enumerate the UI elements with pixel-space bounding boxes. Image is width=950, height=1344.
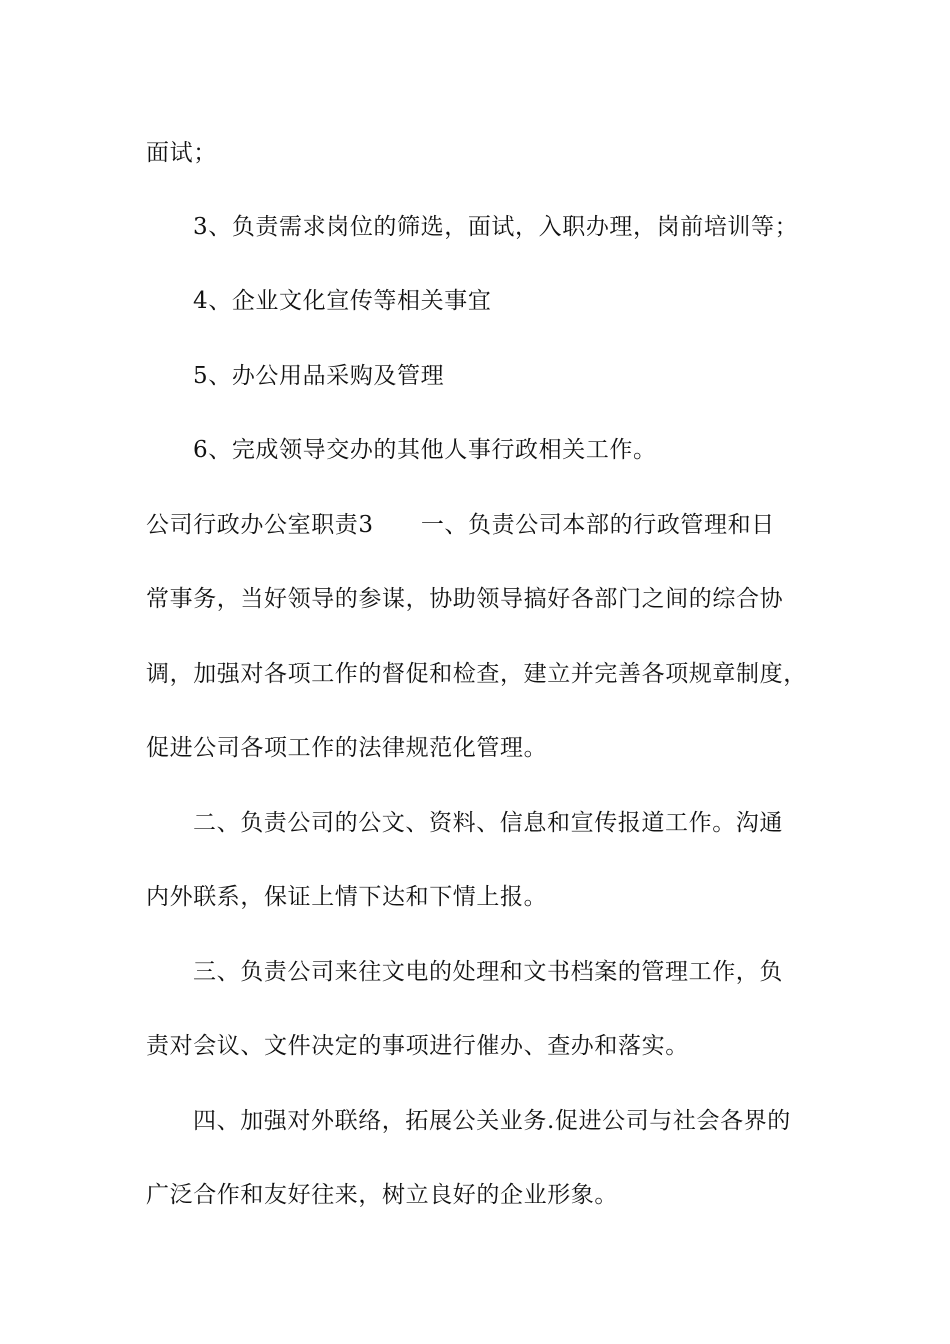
- text-line: 责对会议、文件决定的事项进行催办、查办和落实。: [146, 1033, 689, 1059]
- text-line: 4、企业文化宣传等相关事宜: [193, 288, 492, 314]
- text-line: 面试；: [146, 140, 217, 166]
- text-line: 调，加强对各项工作的督促和检查，建立并完善各项规章制度，: [146, 661, 807, 687]
- text-line: 二、负责公司的公文、资料、信息和宣传报道工作。沟通: [193, 810, 783, 836]
- text-line: 广泛合作和友好往来，树立良好的企业形象。: [146, 1182, 618, 1208]
- text-line: 3、负责需求岗位的筛选，面试，入职办理，岗前培训等；: [193, 214, 799, 240]
- text-line: 三、负责公司来往文电的处理和文书档案的管理工作，负: [193, 959, 783, 985]
- text-line: 常事务，当好领导的参谋，协助领导搞好各部门之间的综合协: [146, 586, 784, 612]
- text-line: 促进公司各项工作的法律规范化管理。: [146, 735, 548, 761]
- text-line: 内外联系，保证上情下达和下情上报。: [146, 884, 548, 910]
- section-heading-line: 公司行政办公室职责3 一、负责公司本部的行政管理和日: [146, 512, 775, 538]
- text-line: 四、加强对外联络，拓展公关业务.促进公司与社会各界的: [193, 1108, 791, 1134]
- text-line: 5、办公用品采购及管理: [193, 363, 445, 389]
- text-line: 6、完成领导交办的其他人事行政相关工作。: [193, 437, 657, 463]
